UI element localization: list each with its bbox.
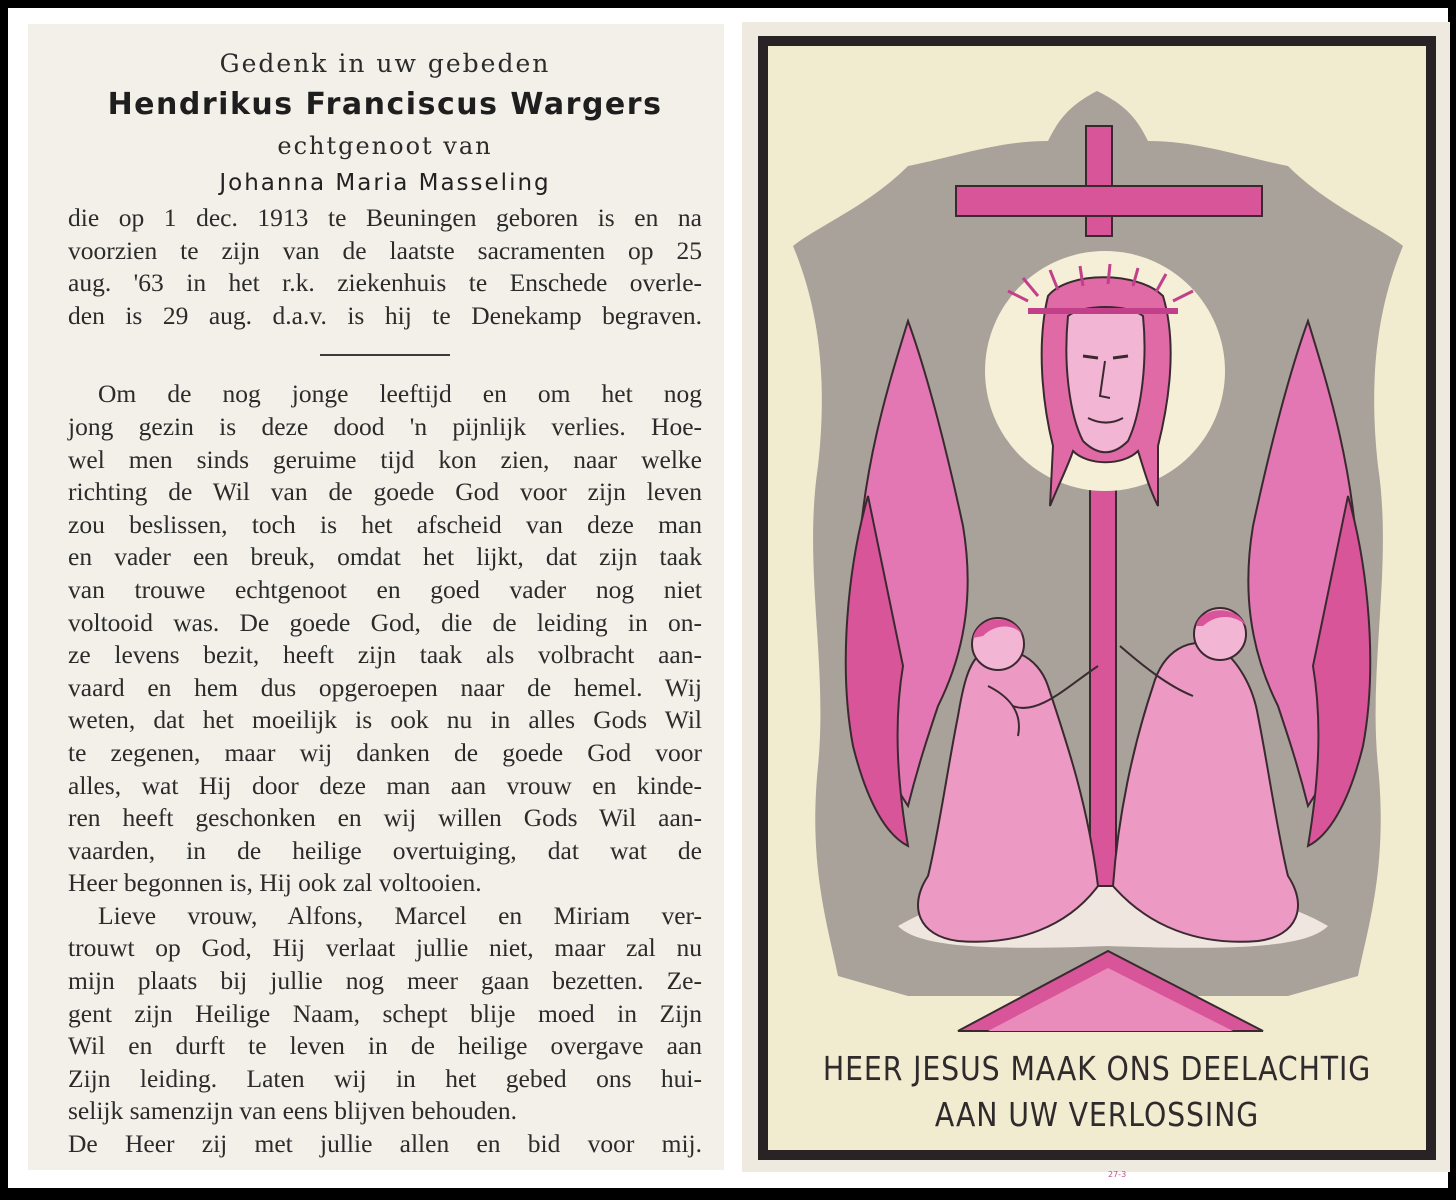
illustration-caption [814,1046,1380,1138]
text-line: Om de nog jonge leeftijd en om het nog [98,379,702,409]
text-line: jong gezin is deze dood 'n pijnlijk verlies. Hoe- [68,411,702,441]
text-line: Lieve vrouw, Alfons, Marcel en Miriam ver- [98,900,702,930]
text-line: selijk samenzijn van eens blijven behouden. [68,1096,517,1126]
spouse-name: Johanna Maria Masseling [219,170,551,196]
text-line: zou beslissen, toch is het afscheid van deze man [68,509,702,539]
text-line: ze levens bezit, heeft zijn taak als volbracht aan- [68,640,702,670]
caption-line-2: AAN UW VERLOSSING [934,1095,1260,1134]
text-line: en vader een breuk, omdat het lijkt, dat zijn taak [68,542,702,572]
text-line: voltooid was. De goede God, die de leiding in on- [68,607,702,637]
deceased-name: Hendrikus Franciscus Wargers [107,87,663,122]
text-line: vaard en hem dus opgeroepen naar de hemel. Wij [68,672,702,702]
text-line: te zegenen, maar wij danken de goede God voor [68,737,702,767]
text-line: vaarden, in de heilige overtuiging, dat wat de [68,835,702,865]
text-line: De Heer zij met jullie allen en bid voor mij. [68,1129,702,1159]
text-line: gent zijn Heilige Naam, schept blije moed in Zijn [68,998,702,1028]
text-line: wel men sinds geruime tijd kon zien, naar welke [68,444,702,474]
text-line: weten, dat het moeilijk is ook nu in alles Gods Wil [68,705,702,735]
printer-mark: 27-3 [1108,1170,1127,1179]
text-line: alles, wat Hij door deze man aan vrouw en kinde- [68,770,702,800]
intro-line: Gedenk in uw gebeden [219,49,551,78]
text-line: Wil en durft te leven in de heilige overgave aan [68,1031,702,1061]
image-frame [758,36,1436,1179]
cross-crossbeam [956,186,1262,216]
text-line: trouwt op God, Hij verlaat jullie niet, maar zal nu [68,933,702,963]
text-line: richting de Wil van de goede God voor zijn leven [68,477,702,507]
bio-line: die op 1 dec. 1913 te Beuningen geboren is en na [68,203,702,232]
text-line: Heer begonnen is, Hij ook zal voltooien. [68,868,482,898]
cross-top-arm [1086,126,1112,236]
bio-line: den is 29 aug. d.a.v. is hij te Denekamp begraven. [68,300,702,330]
spouse-intro: echtgenoot van [277,132,493,160]
devotional-image-card [742,22,1450,1179]
text-line: mijn plaats bij jullie nog meer gaan bezetten. Ze- [68,966,702,996]
caption-line-1: HEER JESUS MAAK ONS DEELACHTIG [822,1049,1372,1088]
religious-illustration [768,46,1426,1150]
bio-paragraph [68,202,702,332]
bio-line: voorzien te zijn van de laatste sacramenten op 25 [68,235,702,265]
paragraph-2 [68,900,702,1161]
paragraph-1 [68,378,702,900]
cross-shaft [1090,486,1116,886]
text-line: ren heeft geschonken en wij willen Gods Wil aan- [68,803,702,833]
text-line: Zijn leiding. Laten wij in het gebed ons hui- [68,1063,702,1093]
divider-rule [320,354,450,356]
memorial-text-card [28,24,724,1170]
bio-line: aug. '63 in het r.k. ziekenhuis te Enschede overle- [68,268,702,298]
text-line: van trouwe echtgenoot en goed vader nog niet [68,574,702,604]
